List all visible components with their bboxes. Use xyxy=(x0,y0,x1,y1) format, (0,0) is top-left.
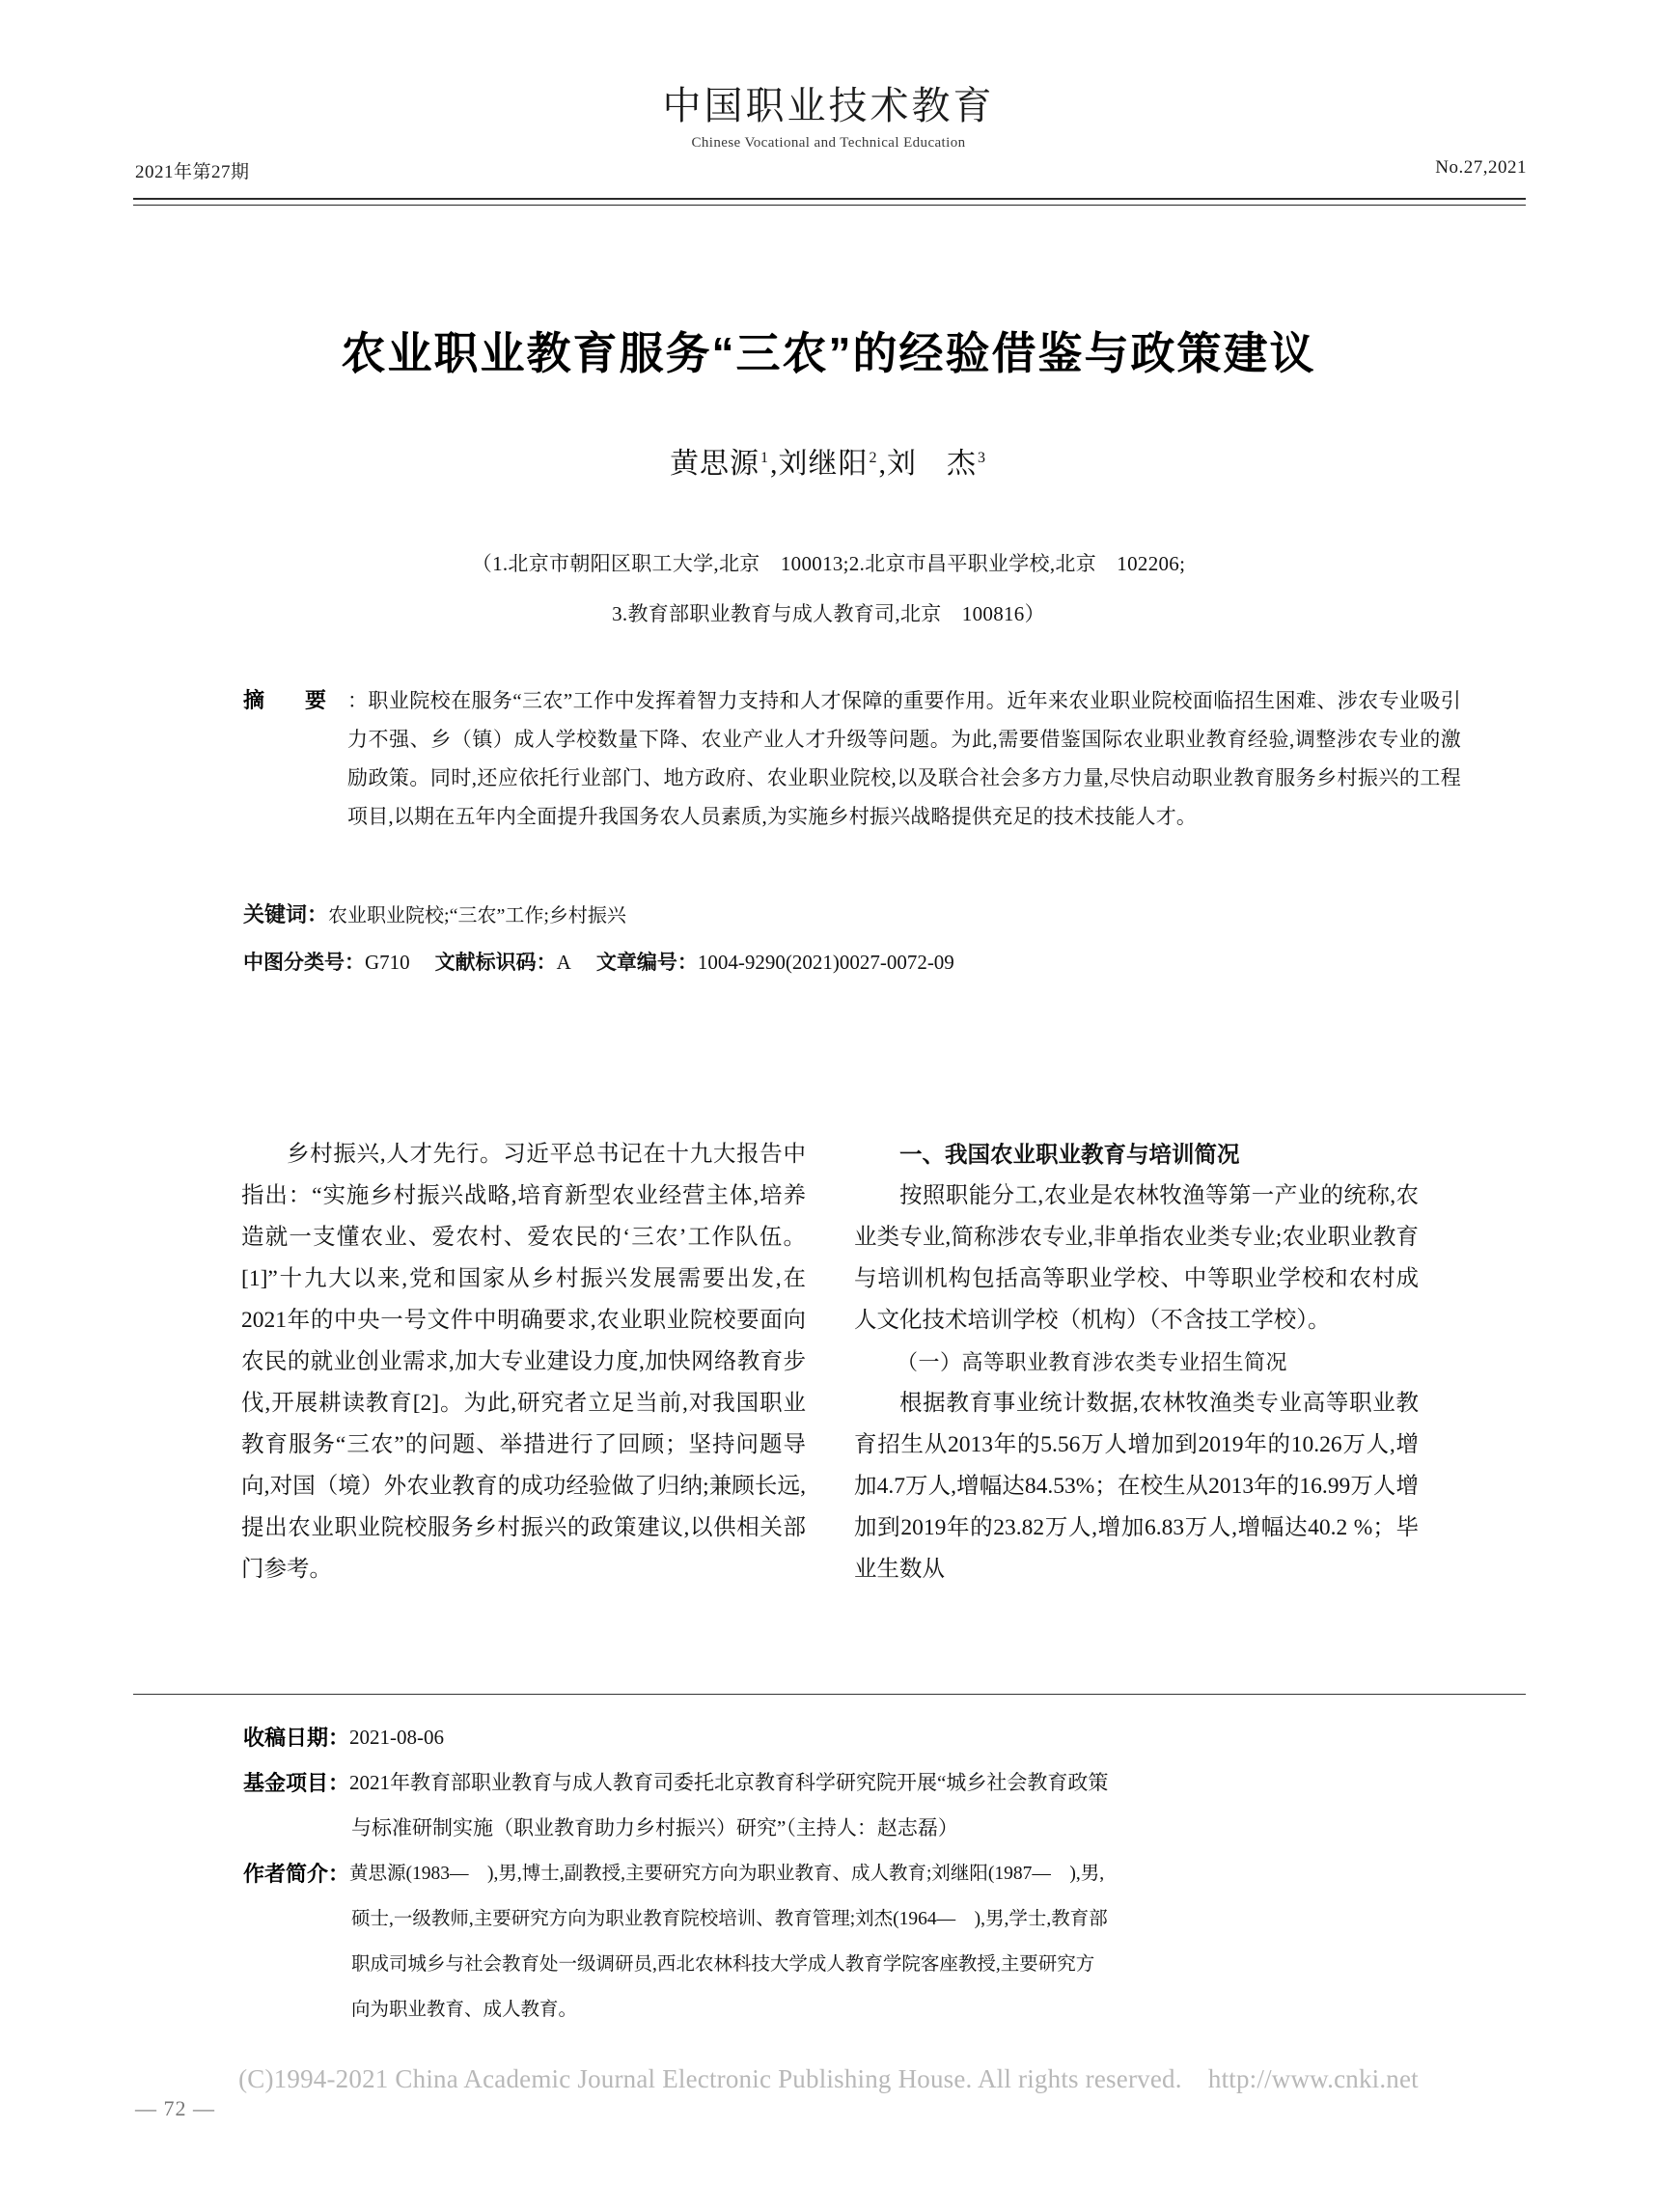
article-id-label: 文章编号： xyxy=(595,951,698,974)
paragraph: 根据教育事业统计数据,农林牧渔类专业高等职业教育招生从2013年的5.56万人增加到2019年的10.26万人,增加4.7万人,增幅达84.53%；在校生从2013年的16.99万人增加到2019年的23.82万人,增加6.83万人,增幅达40.2 %；毕业生数从 xyxy=(854,1391,1419,1582)
author-bio-value-cont-1: 硕士,一级教师,主要研究方向为职业教育院校培训、教育管理;刘杰(1964— ),男,学士,教育部 xyxy=(351,1909,1108,1929)
author-affil-marker-1: 1 xyxy=(760,450,769,466)
classification-section xyxy=(243,943,1461,982)
body-column-left xyxy=(241,1134,806,1590)
abstract-colon: ： xyxy=(347,689,369,712)
doc-code-label: 文献标识码： xyxy=(434,951,557,974)
keywords-section xyxy=(243,896,1461,935)
fund-project-row-cont xyxy=(243,1807,1478,1850)
received-date-value: 2021-08-06 xyxy=(349,1726,445,1749)
fund-project-row xyxy=(243,1761,1478,1805)
author-bio-value: 黄思源(1983— ),男,博士,副教授,主要研究方向为职业教育、成人教育;刘继阳(1987— ),男, xyxy=(349,1864,1105,1884)
author-name-3: 刘 杰 xyxy=(887,448,977,480)
author-name-2: 刘继阳 xyxy=(778,448,869,480)
fund-project-value: 2021年教育部职业教育与成人教育司委托北京教育科学研究院开展“城乡社会教育政策 xyxy=(349,1771,1109,1794)
paragraph: 乡村振兴,人才先行。习近平总书记在十九大报告中指出：“实施乡村振兴战略,培育新型农业经营主体,培养造就一支懂农业、爱农村、爱农民的‘三农’工作队伍。[1]”十九大以来,党和国家从乡村振兴发展需要出发,在2021年的中央一号文件中明确要求,农业职业院校要面向农民的就业创业需求,加大专业建设力度,加快网络教育步伐,开展耕读教育[2]。为此,研究者立足当前,对我国职业教育服务“三农”的问题、举措进行了回顾；坚持问题导向,对国（境）外农业教育的成功经验做了归纳;兼顾长远,提出农业职业院校服务乡村振兴的政策建议,以供相关部门参考。 xyxy=(241,1142,806,1582)
journal-title-en: Chinese Vocational and Technical Education xyxy=(691,135,966,151)
received-date-label: 收稿日期： xyxy=(243,1726,350,1750)
fund-project-value-cont: 与标准研制实施（职业教育助力乡村振兴）研究”（主持人：赵志磊） xyxy=(351,1816,958,1839)
keywords-text: 农业职业院校;“三农”工作;乡村振兴 xyxy=(328,905,626,926)
author-bio-row-cont-2 xyxy=(243,1943,1478,1986)
section-heading-2: （一）高等职业教育涉农类专业招生简况 xyxy=(897,1350,1288,1374)
journal-title-cn: 中国职业技术教育 xyxy=(662,84,995,127)
body-column-right xyxy=(854,1134,1419,1590)
doc-code-value: A xyxy=(556,951,571,974)
clc-label: 中图分类号： xyxy=(243,951,365,974)
author-bio-row-cont-3 xyxy=(243,1988,1478,2032)
copyright-notice: (C)1994-2021 China Academic Journal Electronic Publishing House. All rights reserved. http://www.cnki.net xyxy=(238,2064,1419,2093)
affiliation-line-2: 3.教育部职业教育与成人教育司,北京 100816） xyxy=(612,602,1045,625)
author-bio-value-cont-2: 职成司城乡与社会教育处一级调研员,西北农林科技大学成人教育学院客座教授,主要研究方 xyxy=(351,1954,1095,1975)
abstract-label: 摘 要 xyxy=(243,688,337,712)
clc-value: G710 xyxy=(365,951,410,974)
author-bio-label: 作者简介： xyxy=(243,1862,350,1886)
abstract-body: 职业院校在服务“三农”工作中发挥着智力支持和人才保障的重要作用。近年来农业职业院校面临招生困难、涉农专业吸引力不强、乡（镇）成人学校数量下降、农业产业人才升级等问题。为此,需要借鉴国际农业职业教育经验,调整涉农专业的激励政策。同时,还应依托行业部门、地方政府、农业职业院校,以及联合社会多方力量,尽快启动职业教育服务乡村振兴的工程项目,以期在五年内全面提升我国务农人员素质,为实施乡村振兴战略提供充足的技术技能人才。 xyxy=(347,689,1462,828)
received-date-row xyxy=(243,1716,1478,1759)
section-heading-1: 一、我国农业职业教育与培训简况 xyxy=(899,1142,1240,1167)
header-divider xyxy=(133,198,1526,206)
page-number: — 72 — xyxy=(135,2096,215,2120)
author-name-1: 黄思源 xyxy=(670,448,759,480)
footnote-section xyxy=(243,1716,1478,2033)
paragraph: 按照职能分工,农业是农林牧渔等第一产业的统称,农业类专业,简称涉农专业,非单指农业类专业;农业职业教育与培训机构包括高等职业学校、中等职业学校和农村成人文化技术培训学校（机构）（不含技工学校）。 xyxy=(854,1183,1419,1333)
journal-masthead xyxy=(0,85,1657,152)
keywords-label: 关键词： xyxy=(243,902,329,926)
author-affil-marker-3: 3 xyxy=(978,450,986,466)
author-separator-1: , xyxy=(770,448,779,480)
author-separator-2: , xyxy=(878,448,887,480)
author-list xyxy=(0,439,1657,482)
article-id-value: 1004-9290(2021)0027-0072-09 xyxy=(697,951,954,974)
affiliation-line-1: （1.北京市朝阳区职工大学,北京 100013;2.北京市昌平职业学校,北京 102206; xyxy=(471,552,1186,575)
author-bio-value-cont-3: 向为职业教育、成人教育。 xyxy=(351,2000,578,2020)
footnote-divider xyxy=(133,1694,1526,1695)
author-bio-row-cont-1 xyxy=(243,1897,1478,1941)
author-bio-row xyxy=(243,1852,1478,1895)
abstract-section xyxy=(243,681,1461,836)
abstract-text xyxy=(347,681,1461,836)
fund-project-label: 基金项目： xyxy=(243,1771,350,1795)
issue-label-left: 2021年第27期 xyxy=(135,162,250,182)
author-affil-marker-2: 2 xyxy=(869,450,878,466)
page-title: 农业职业教育服务“三农”的经验借鉴与政策建议 xyxy=(341,328,1316,378)
issue-label-right: No.27,2021 xyxy=(1435,157,1527,178)
